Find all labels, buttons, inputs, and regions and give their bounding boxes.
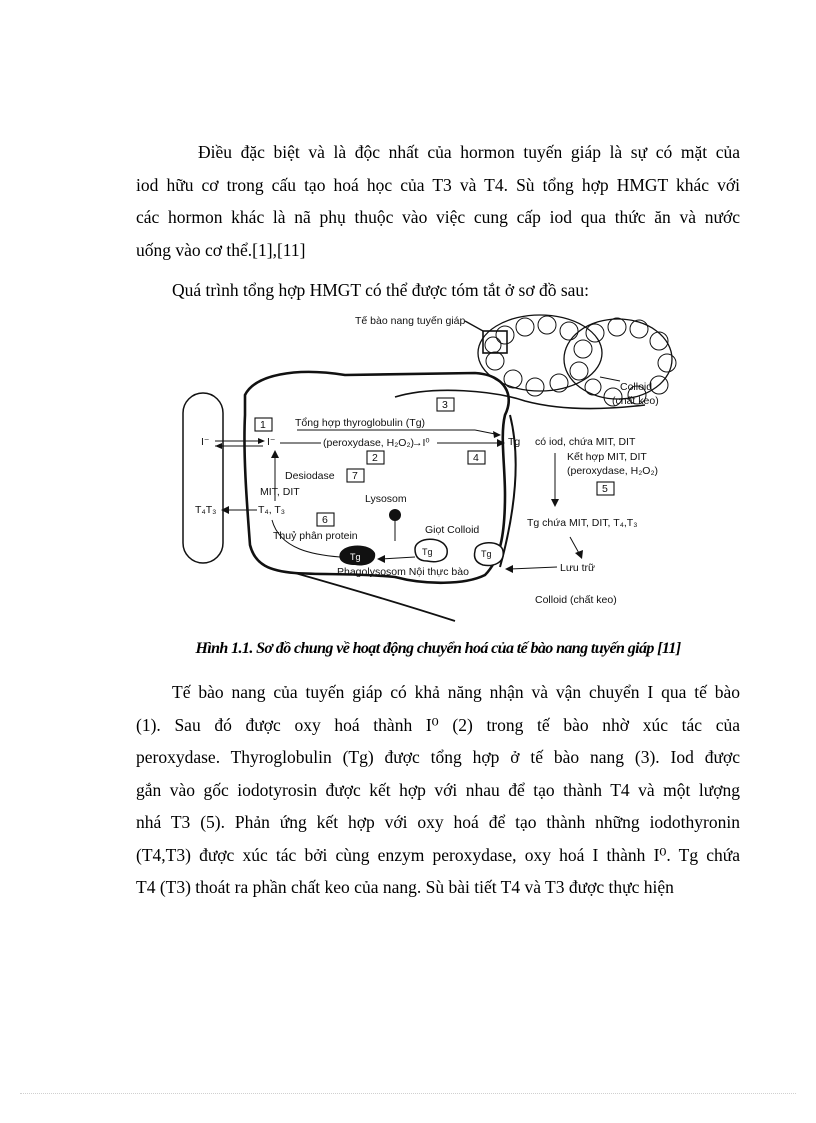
- text-line: Điều đặc biệt và là độc nhất của hormon tuyến giáp là sự có mặt của: [198, 142, 740, 162]
- thyroid-cell-diagram: [175, 305, 695, 625]
- label-couple: Kết hợp MIT, DIT: [567, 451, 647, 463]
- page-footer-divider: [20, 1093, 796, 1094]
- box-number: 1: [260, 419, 266, 431]
- box-number: 7: [352, 470, 358, 482]
- label-colloid-bottom: Colloid (chất keo): [535, 594, 617, 606]
- paragraph-explanation: [136, 676, 740, 904]
- label-colloid: Colloid: [620, 381, 653, 393]
- text-line: gắn vào gốc iodotyrosin được kết hợp với nhau để tạo thành T4 và một lượng: [136, 779, 740, 800]
- text-line: nhá T3 (5). Phản ứng kết hợp với oxy hoá để tạo thành những iodothyronin: [136, 812, 740, 832]
- label-giot: Giọt Colloid: [425, 524, 480, 536]
- text-line: uống vào cơ thể.[1],[11]: [136, 239, 306, 260]
- label-tg-contains: Tg chứa MIT, DIT, T₄,T₃: [527, 517, 638, 529]
- label-iodide-mid: I⁻: [267, 436, 276, 448]
- label-tg-iod: có iod, chứa MIT, DIT: [535, 436, 636, 448]
- label-couple-sub: (peroxydase, H₂O₂): [567, 465, 659, 477]
- label-mit-dit: MIT, DIT: [260, 486, 300, 498]
- label-hydrolysis: Thuỷ phân protein: [273, 530, 358, 542]
- capillary-vessel: [183, 393, 223, 563]
- text-line: Tế bào nang của tuyến giáp có khả năng nhận và vận chuyển I qua tế bào: [172, 682, 740, 702]
- label-tg-blob: Tg: [481, 549, 492, 559]
- text-line: T4 (T3) thoát ra phần chất keo của nang. Sù bài tiết T4 và T3 được thực hiện: [136, 877, 674, 897]
- paragraph-diagram-intro: Quá trình tổng hợp HMGT có thể được tóm tắt ở sơ đồ sau:: [172, 280, 590, 300]
- label-lysosom: Lysosom: [365, 493, 407, 505]
- label-tg-synthesis: Tổng hợp thyroglobulin (Tg): [295, 417, 426, 429]
- label-colloid-sub: (chất keo): [612, 395, 659, 407]
- box-number: 4: [473, 452, 479, 464]
- text-line: iod hữu cơ trong cấu tạo hoá học của T3 và T4. Sù tổng hợp HMGT khác với: [136, 174, 740, 195]
- box-number: 2: [372, 452, 378, 464]
- label-t4t3-inner: T₄, T₃: [258, 504, 286, 516]
- label-phago: Phagolysosom Nội thực bào: [337, 566, 469, 578]
- box-number: 3: [442, 399, 448, 411]
- label-iodide-left: I⁻: [201, 436, 210, 448]
- label-tg-blob: Tg: [422, 547, 433, 557]
- figure-caption: Hình 1.1. Sơ đồ chung về hoạt động chuyển hoá của tế bào nang tuyến giáp [11]: [195, 640, 681, 657]
- text-line: peroxydase. Thyroglobulin (Tg) được tổng hợp ở tế bào nang (3). Iod được: [136, 747, 740, 767]
- text-line: (1). Sau đó được oxy hoá thành I⁰ (2) trong tế bào nhờ xúc tác của: [136, 714, 740, 735]
- label-cell: Tế bào nang tuyến giáp: [355, 315, 466, 327]
- label-t4t3-left: T₄T₃: [195, 504, 217, 516]
- text-line: (T4,T3) được xúc tác bởi cùng enzym peroxydase, oxy hoá I thành I⁰. Tg chứa: [136, 844, 740, 865]
- label-iodine: →I⁰: [412, 437, 430, 449]
- box-number: 6: [322, 514, 328, 526]
- text-line: các hormon khác là nã phụ thuộc vào việc cung cấp iod qua thức ăn và nước: [136, 207, 740, 227]
- label-peroxidase: (peroxydase, H₂O₂): [323, 437, 415, 449]
- lysosome-icon: [389, 509, 401, 521]
- label-tg: Tg: [508, 436, 521, 448]
- label-storage: Lưu trữ: [560, 562, 596, 574]
- label-tg-blob: Tg: [350, 552, 361, 562]
- box-number: 5: [602, 483, 608, 495]
- label-desiodase: Desiodase: [285, 470, 335, 482]
- paragraph-intro: [136, 136, 740, 266]
